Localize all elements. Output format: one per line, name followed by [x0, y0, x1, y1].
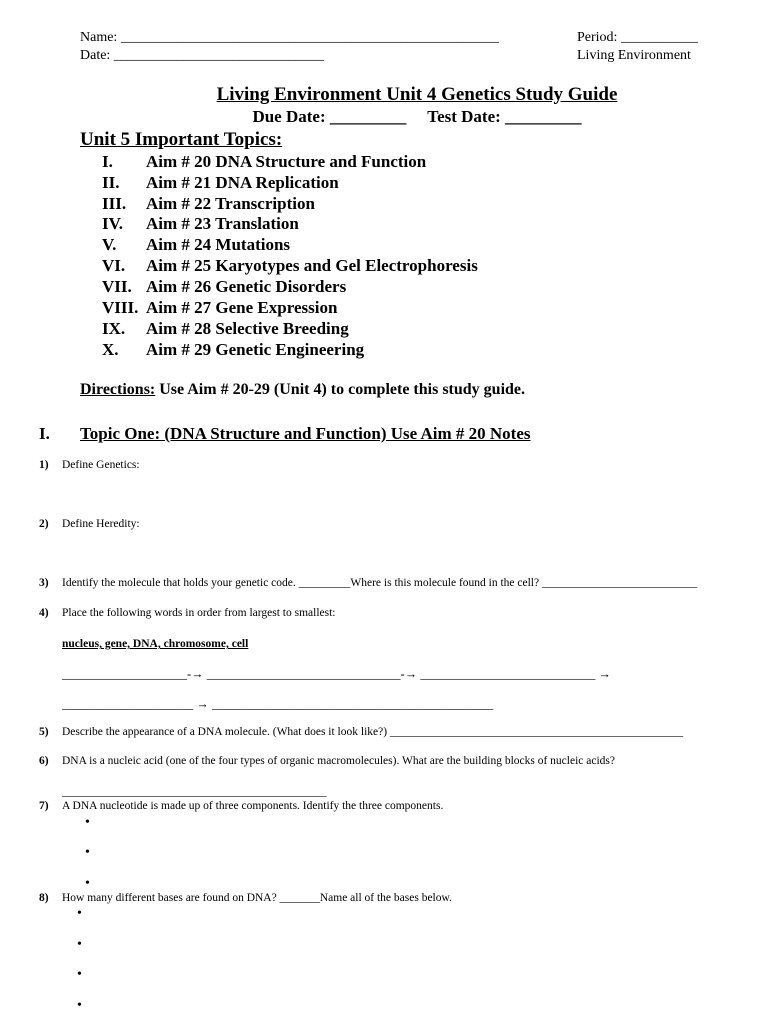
bullet-point: • [85, 876, 90, 891]
topic-number: II. [102, 173, 120, 192]
words-to-order: nucleus, gene, DNA, chromosome, cell [62, 638, 249, 650]
question-number: 3) [39, 577, 49, 589]
bullet-point: • [77, 937, 82, 952]
q6-answer-line: ______________________________________________ [62, 786, 327, 798]
topic-number: VII. [102, 277, 132, 296]
question-number: 8) [39, 892, 49, 904]
topic-text: Aim # 24 Mutations [146, 235, 291, 254]
topic-item [102, 340, 602, 360]
question-text: DNA is a nucleic acid (one of the four types of organic macromolecules). What are the building blocks of nucleic acids? [62, 755, 615, 767]
topic-text: Aim # 26 Genetic Disorders [146, 277, 347, 296]
topic-number: VIII. [102, 298, 139, 317]
course-name: Living Environment [577, 48, 691, 63]
question-text: Define Genetics: [62, 459, 140, 471]
topic-text: Aim # 29 Genetic Engineering [146, 340, 365, 359]
question-number: 2) [39, 518, 49, 530]
topic-item [102, 152, 602, 172]
topic-item [102, 319, 602, 339]
topics-heading: Unit 5 Important Topics: [80, 129, 283, 150]
topic-item [102, 214, 602, 234]
topic-item [102, 277, 602, 297]
question-6 [39, 755, 759, 771]
topic-number: I. [102, 152, 113, 171]
topic-number: X. [102, 340, 119, 359]
directions-label: Directions: [80, 381, 156, 398]
question-3 [39, 577, 759, 593]
question-4 [39, 607, 759, 623]
question-text: Define Heredity: [62, 518, 140, 530]
question-number: 4) [39, 607, 49, 619]
order-answer-line-2: _____________________ → _____________________________________________ [62, 697, 494, 711]
question-number: 5) [39, 726, 49, 738]
topic-number: IX. [102, 319, 126, 338]
name-field: Name: ______________________________________________________ [80, 30, 499, 45]
topic-number: V. [102, 235, 117, 254]
bullet-point: • [85, 815, 90, 830]
directions-text: Use Aim # 20-29 (Unit 4) to complete this study guide. [155, 381, 526, 398]
section-title: Topic One: (DNA Structure and Function) Use Aim # 20 Notes [80, 424, 531, 443]
topic-text: Aim # 21 DNA Replication [146, 173, 339, 192]
page-title: Living Environment Unit 4 Genetics Study Guide [216, 84, 618, 105]
question-number: 7) [39, 800, 49, 812]
directions [80, 381, 525, 399]
topic-text: Aim # 20 DNA Structure and Function [146, 152, 427, 171]
date-field: Date: ______________________________ [80, 48, 324, 63]
question-7 [39, 800, 759, 816]
topic-item [102, 235, 602, 255]
bullet-point: • [77, 967, 82, 982]
topic-text: Aim # 28 Selective Breeding [146, 319, 349, 338]
bullet-point: • [77, 998, 82, 1013]
question-text: How many different bases are found on DNA? _______Name all of the bases below. [62, 892, 452, 904]
topic-item [102, 298, 602, 318]
question-text: Identify the molecule that holds your genetic code. _________Where is this molecule found in the cell? ___________________________ [62, 577, 698, 589]
question-text: Describe the appearance of a DNA molecule. (What does it look like?) ___________________________________________________ [62, 726, 684, 738]
topic-text: Aim # 22 Transcription [146, 194, 315, 213]
topic-number: VI. [102, 256, 126, 275]
question-text: A DNA nucleotide is made up of three components. Identify the three components. [62, 800, 444, 812]
period-field: Period: ___________ [577, 30, 698, 45]
topic-number: IV. [102, 214, 123, 233]
question-number: 1) [39, 459, 49, 471]
topic-text: Aim # 27 Gene Expression [146, 298, 338, 317]
question-1 [39, 459, 759, 475]
order-answer-line-1: ____________________-→ _______________________________-→ ____________________________ → [62, 667, 611, 681]
topic-text: Aim # 23 Translation [146, 214, 299, 233]
topic-number: III. [102, 194, 127, 213]
question-text: Place the following words in order from largest to smallest: [62, 607, 336, 619]
question-8 [39, 892, 759, 908]
question-number: 6) [39, 755, 49, 767]
due-test-dates: Due Date: _________ Test Date: _________ [252, 107, 582, 126]
question-2 [39, 518, 759, 534]
question-5 [39, 726, 759, 742]
bullet-point: • [77, 906, 82, 921]
topic-item [102, 194, 602, 214]
topic-text: Aim # 25 Karyotypes and Gel Electrophoresis [146, 256, 478, 275]
topic-item [102, 173, 602, 193]
topic-item [102, 256, 602, 276]
section-number: I. [39, 424, 50, 443]
bullet-point: • [85, 845, 90, 860]
